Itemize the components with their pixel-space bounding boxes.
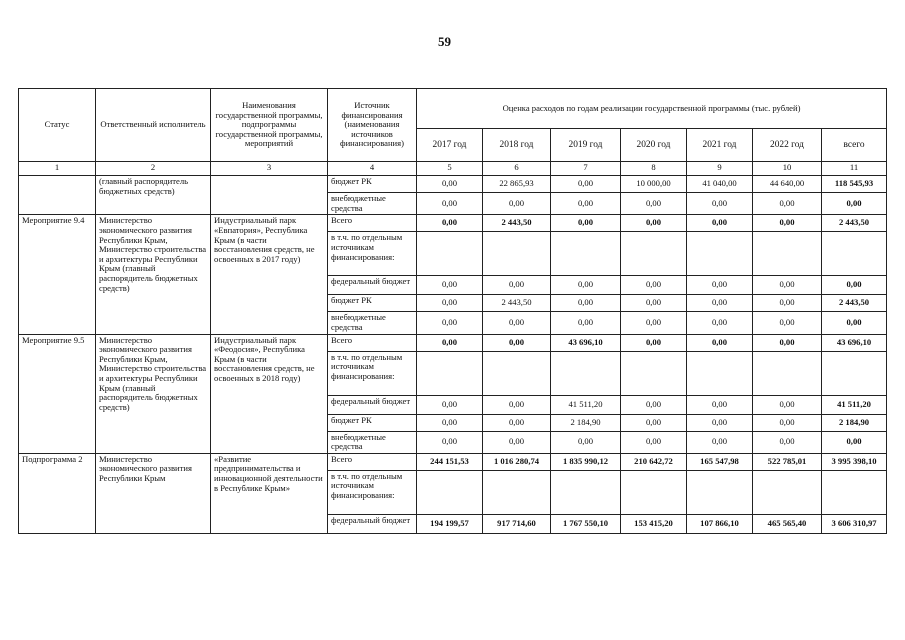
amount-cell	[687, 232, 753, 276]
amount-cell: 0,00	[753, 193, 822, 215]
amount-cell: 0,00	[417, 193, 483, 215]
table-row	[19, 334, 887, 351]
amount-cell: 2 443,50	[483, 215, 551, 232]
amount-cell: 0,00	[621, 295, 687, 312]
amount-cell: 1 767 550,10	[551, 514, 621, 533]
amount-cell: 0,00	[621, 215, 687, 232]
header-year: 2018 год	[483, 129, 551, 162]
amount-cell: 0,00	[417, 312, 483, 334]
status-cell: Мероприятие 9.4	[19, 215, 96, 334]
funding-source-cell: внебюджетные средства	[328, 193, 417, 215]
amount-cell: 0,00	[417, 395, 483, 414]
amount-cell: 0,00	[822, 312, 887, 334]
funding-source-cell: Всего	[328, 334, 417, 351]
amount-cell	[417, 351, 483, 395]
amount-cell: 0,00	[687, 215, 753, 232]
column-index: 7	[551, 162, 621, 176]
amount-cell: 3 606 310,97	[822, 514, 887, 533]
amount-cell	[417, 232, 483, 276]
amount-cell: 0,00	[822, 431, 887, 453]
column-index: 3	[211, 162, 328, 176]
column-index: 11	[822, 162, 887, 176]
amount-cell: 0,00	[687, 431, 753, 453]
amount-cell: 1 835 990,12	[551, 453, 621, 470]
program-name-cell: Индустриальный парк «Евпатория», Республика Крым (в части восстановления средств, не освоенных в 2017 году)	[211, 215, 328, 334]
funding-source-cell: федеральный бюджет	[328, 514, 417, 533]
funding-source-cell: бюджет РК	[328, 295, 417, 312]
header-responsible: Ответственный исполнитель	[96, 89, 211, 162]
amount-cell: 0,00	[551, 312, 621, 334]
amount-cell	[551, 470, 621, 514]
program-name-cell: «Развитие предпринимательства и инновационной деятельности в Республике Крым»	[211, 453, 328, 533]
column-index: 9	[687, 162, 753, 176]
amount-cell	[822, 470, 887, 514]
column-index: 4	[328, 162, 417, 176]
amount-cell	[687, 351, 753, 395]
amount-cell: 44 640,00	[753, 176, 822, 193]
amount-cell: 0,00	[551, 295, 621, 312]
funding-source-cell: бюджет РК	[328, 176, 417, 193]
amount-cell: 0,00	[621, 276, 687, 295]
amount-cell	[753, 351, 822, 395]
amount-cell: 0,00	[753, 276, 822, 295]
header-status: Статус	[19, 89, 96, 162]
executor-cell: Министерство экономического развития Республики Крым, Министерство строительства и архитектуры Республики Крым (главный распорядитель бюджетных средств)	[96, 334, 211, 453]
amount-cell: 0,00	[822, 276, 887, 295]
budget-table	[18, 88, 887, 534]
header-year: 2021 год	[687, 129, 753, 162]
amount-cell: 0,00	[417, 431, 483, 453]
amount-cell	[551, 351, 621, 395]
table-row	[19, 176, 887, 193]
amount-cell: 165 547,98	[687, 453, 753, 470]
amount-cell: 0,00	[483, 431, 551, 453]
amount-cell	[417, 470, 483, 514]
status-cell	[19, 176, 96, 215]
status-cell: Подпрограмма 2	[19, 453, 96, 533]
amount-cell	[483, 470, 551, 514]
funding-source-cell: федеральный бюджет	[328, 276, 417, 295]
amount-cell: 41 040,00	[687, 176, 753, 193]
amount-cell: 107 866,10	[687, 514, 753, 533]
amount-cell: 0,00	[687, 334, 753, 351]
amount-cell: 522 785,01	[753, 453, 822, 470]
amount-cell: 0,00	[753, 414, 822, 431]
amount-cell: 0,00	[753, 334, 822, 351]
amount-cell: 0,00	[417, 414, 483, 431]
amount-cell: 0,00	[551, 276, 621, 295]
executor-cell: Министерство экономического развития Республики Крым	[96, 453, 211, 533]
header-year: всего	[822, 129, 887, 162]
header-year: 2017 год	[417, 129, 483, 162]
amount-cell	[483, 232, 551, 276]
amount-cell: 43 696,10	[822, 334, 887, 351]
amount-cell: 41 511,20	[551, 395, 621, 414]
amount-cell	[753, 470, 822, 514]
table-body	[19, 176, 887, 534]
amount-cell: 0,00	[687, 395, 753, 414]
amount-cell: 0,00	[551, 176, 621, 193]
funding-source-cell: внебюджетные средства	[328, 431, 417, 453]
amount-cell: 0,00	[483, 276, 551, 295]
amount-cell: 0,00	[483, 193, 551, 215]
amount-cell: 0,00	[621, 334, 687, 351]
amount-cell: 0,00	[687, 414, 753, 431]
amount-cell: 2 184,90	[551, 414, 621, 431]
funding-source-cell: в т.ч. по отдельным источникам финансирования:	[328, 351, 417, 395]
header-estimate: Оценка расходов по годам реализации государственной программы (тыс. рублей)	[417, 89, 887, 129]
amount-cell	[822, 232, 887, 276]
amount-cell: 153 415,20	[621, 514, 687, 533]
amount-cell: 0,00	[753, 312, 822, 334]
amount-cell: 10 000,00	[621, 176, 687, 193]
amount-cell: 2 184,90	[822, 414, 887, 431]
amount-cell: 210 642,72	[621, 453, 687, 470]
amount-cell: 0,00	[687, 312, 753, 334]
program-name-cell: Индустриальный парк «Феодосия», Республика Крым (в части восстановления средств, не освоенных в 2018 году)	[211, 334, 328, 453]
amount-cell: 0,00	[687, 295, 753, 312]
executor-cell: (главный распорядитель бюджетных средств)	[96, 176, 211, 215]
amount-cell	[687, 470, 753, 514]
amount-cell	[822, 351, 887, 395]
amount-cell: 0,00	[551, 215, 621, 232]
amount-cell	[621, 232, 687, 276]
amount-cell: 465 565,40	[753, 514, 822, 533]
amount-cell: 244 151,53	[417, 453, 483, 470]
column-index: 2	[96, 162, 211, 176]
amount-cell: 118 545,93	[822, 176, 887, 193]
amount-cell: 0,00	[822, 193, 887, 215]
amount-cell: 0,00	[753, 431, 822, 453]
amount-cell: 0,00	[753, 215, 822, 232]
amount-cell: 0,00	[417, 215, 483, 232]
amount-cell: 0,00	[621, 431, 687, 453]
amount-cell: 0,00	[417, 276, 483, 295]
table-row	[19, 453, 887, 470]
amount-cell: 0,00	[621, 193, 687, 215]
column-index: 1	[19, 162, 96, 176]
column-index: 10	[753, 162, 822, 176]
header-year: 2019 год	[551, 129, 621, 162]
amount-cell: 2 443,50	[483, 295, 551, 312]
funding-source-cell: в т.ч. по отдельным источникам финансирования:	[328, 470, 417, 514]
header-source: Источник финансирования (наименования источников финансирования)	[328, 89, 417, 162]
program-name-cell	[211, 176, 328, 215]
funding-source-cell: Всего	[328, 215, 417, 232]
amount-cell: 0,00	[417, 295, 483, 312]
amount-cell: 0,00	[687, 193, 753, 215]
amount-cell	[753, 232, 822, 276]
status-cell: Мероприятие 9.5	[19, 334, 96, 453]
column-index: 5	[417, 162, 483, 176]
amount-cell: 0,00	[551, 431, 621, 453]
amount-cell: 3 995 398,10	[822, 453, 887, 470]
amount-cell	[551, 232, 621, 276]
amount-cell: 2 443,50	[822, 295, 887, 312]
amount-cell: 0,00	[483, 414, 551, 431]
amount-cell	[621, 351, 687, 395]
header-year: 2020 год	[621, 129, 687, 162]
amount-cell	[483, 351, 551, 395]
amount-cell	[621, 470, 687, 514]
funding-source-cell: федеральный бюджет	[328, 395, 417, 414]
amount-cell: 0,00	[417, 176, 483, 193]
amount-cell: 0,00	[483, 312, 551, 334]
table-header	[19, 89, 887, 176]
funding-source-cell: внебюджетные средства	[328, 312, 417, 334]
amount-cell: 1 016 280,74	[483, 453, 551, 470]
amount-cell: 0,00	[753, 395, 822, 414]
amount-cell: 43 696,10	[551, 334, 621, 351]
amount-cell: 22 865,93	[483, 176, 551, 193]
column-index: 6	[483, 162, 551, 176]
funding-source-cell: Всего	[328, 453, 417, 470]
amount-cell: 0,00	[753, 295, 822, 312]
funding-source-cell: бюджет РК	[328, 414, 417, 431]
executor-cell: Министерство экономического развития Республики Крым, Министерство строительства и архитектуры Республики Крым (главный распорядитель бюджетных средств)	[96, 215, 211, 334]
amount-cell: 0,00	[621, 395, 687, 414]
page-number: 59	[438, 34, 451, 49]
amount-cell: 0,00	[417, 334, 483, 351]
column-index: 8	[621, 162, 687, 176]
amount-cell: 0,00	[551, 193, 621, 215]
amount-cell: 2 443,50	[822, 215, 887, 232]
amount-cell: 917 714,60	[483, 514, 551, 533]
funding-source-cell: в т.ч. по отдельным источникам финансирования:	[328, 232, 417, 276]
amount-cell: 0,00	[621, 414, 687, 431]
amount-cell: 194 199,57	[417, 514, 483, 533]
amount-cell: 0,00	[483, 395, 551, 414]
amount-cell: 0,00	[687, 276, 753, 295]
amount-cell: 0,00	[621, 312, 687, 334]
table-row	[19, 215, 887, 232]
header-year: 2022 год	[753, 129, 822, 162]
amount-cell: 0,00	[483, 334, 551, 351]
amount-cell: 41 511,20	[822, 395, 887, 414]
header-name: Наименования государственной программы, подпрограммы государственной программы, мероприятий	[211, 89, 328, 162]
